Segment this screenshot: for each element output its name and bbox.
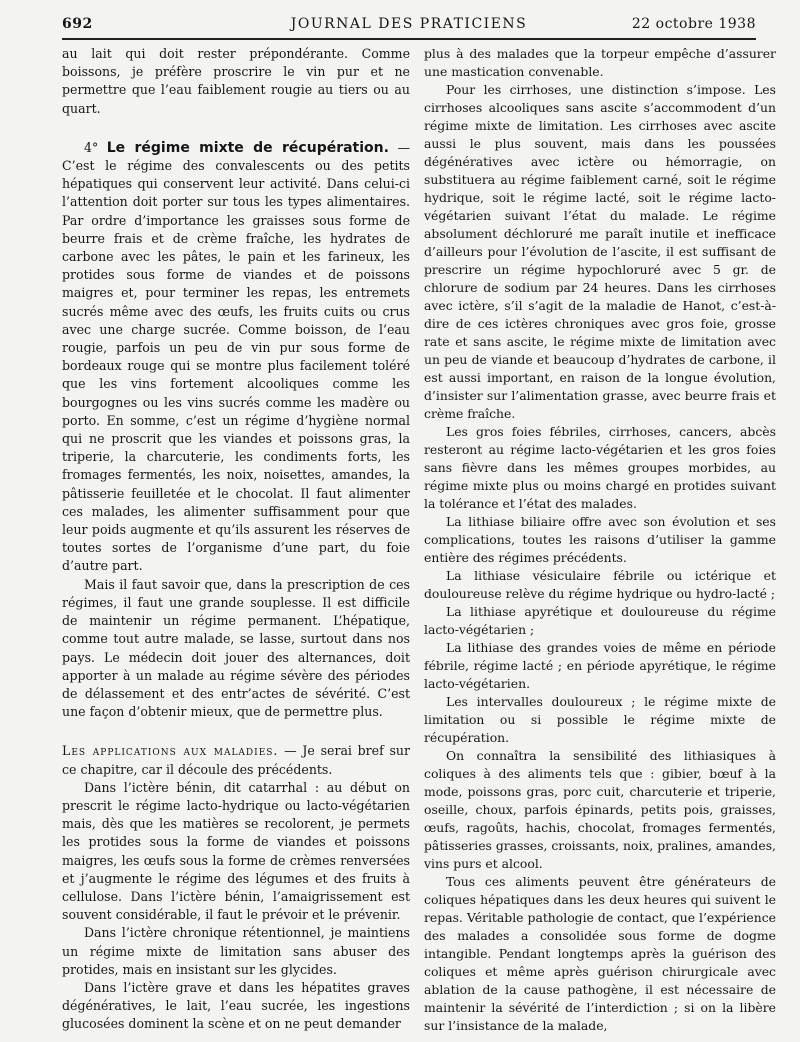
section-paragraph bbox=[62, 139, 410, 576]
section-paragraph bbox=[62, 742, 410, 778]
paragraph: Pour les cirrhoses, une distinction s’impose. Les cirrhoses alcooliques sans ascite s’accommodent d’un régime mixte de limitation. Les cirrhoses avec ascite aussi le plus souvent, mais dans les poussées dégénératives avec ictère ou hémorragie, on substituera au régime faiblement carné, soit le régime hydrique, soit le régime lacté, soit le régime lacto-végétarien suivant l’état du malade. Le régime absolument déchloruré me paraît inutile et inefficace d’ailleurs pour l’évolution de l’ascite, il est suffisant de prescrire un régime hypochloruré avec 5 gr. de chlorure de sodium par 24 heures. Dans les cirrhoses avec ictère, s’il s’agit de la maladie de Hanot, c’est-à-dire de ces ictères chroniques avec gros foie, grosse rate et sans ascite, le régime mixte de limitation avec un peu de viande et beaucoup d’hydrates de carbone, il est aussi important, en raison de la longue évolution, d’insister sur l’alimentation grasse, avec beurre frais et crème fraîche. bbox=[424, 82, 776, 421]
paragraph: La lithiase biliaire offre avec son évolution et ses complications, toutes les raisons d’utiliser la gamme entière des régimes précédents. bbox=[424, 514, 776, 565]
paragraph: Dans l’ictère grave et dans les hépatites graves dégénératives, le lait, l’eau sucrée, les ingestions glucosées dominent la scène et on ne peut demander bbox=[62, 979, 410, 1032]
section-number: 4° bbox=[84, 139, 107, 155]
paragraph: au lait qui doit rester prépondérante. Comme boissons, je préfère proscrire le vin pur et ne permettre que l’eau faiblement rougie au tiers ou au quart. bbox=[62, 46, 410, 116]
section-text: — C’est le régime des convalescents ou des petits hépatiques qui conservent leur activité. Dans celui-ci l’attention doit porter sur tous les types alimentaires. Par ordre d’importance les graisses sous forme de beurre frais et de crème fraîche, les hydrates de carbone avec les pâtes, le pain et les farineux, les protides sous forme de viandes et de poissons maigres et, pour terminer les repas, les entremets sucrés même avec des œufs, les fruits cuits ou crus avec une charge sucrée. Comme boisson, de l’eau rougie, parfois un peu de vin pur sous forme de bordeaux rouge qui se montre plus facilement toléré que les vins fortement alcooliques comme les bourgognes ou les vins sucrés comme les madère ou porto. En somme, c’est un régime d’hygiène normal qui ne proscrit que les viandes et poissons gras, la triperie, la charcuterie, les condiments forts, les fromages fermentés, les noix, noisettes, amandes, la pâtisserie feuilletée et le chocolat. Il faut alimenter ces malades, les alimenter suffisamment pour que leur poids augmente et qu’ils assurent les réserves de toutes sortes de l’organisme d’une part, du foie d’autre part. bbox=[62, 139, 410, 574]
paragraph: Mais il faut savoir que, dans la prescription de ces régimes, il faut une grande souplesse. Il est difficile de maintenir un régime permanent. L’hépatique, comme tout autre malade, se lasse, surtout dans nos pays. Le médecin doit jouer des alternances, doit apporter à un malade au régime sévère des périodes de délassement et des entr’actes de sévérité. C’est une façon d’obtenir mieux, que de permettre plus. bbox=[62, 576, 410, 720]
left-column bbox=[62, 45, 410, 1034]
running-header bbox=[62, 14, 756, 38]
section-heading: Le régime mixte de récupération. bbox=[106, 139, 389, 156]
paragraph: Tous ces aliments peuvent être générateurs de coliques hépatiques dans les deux heures qui suivent le repas. Véritable pathologie de contact, que l’expérience des malades a consolidée sous forme de dogme intangible. Pendant longtemps après la guérison des coliques et même après guérison chirurgicale avec ablation de la cause pathogène, il est nécessaire de maintenir la sévérité de l’interdiction ; si on la libère sur l’insistance de la malade, bbox=[424, 874, 776, 1033]
section-text: — Je serai bref sur ce chapitre, car il découle des précédents. bbox=[62, 743, 410, 777]
paragraph: La lithiase vésiculaire fébrile ou ictérique et douloureuse relève du régime hydrique ou hydro-lacté ; bbox=[424, 568, 776, 601]
issue-date: 22 octobre 1938 bbox=[631, 16, 756, 32]
right-column bbox=[424, 45, 776, 1035]
journal-title: JOURNAL DES PRATICIENS bbox=[290, 16, 528, 32]
paragraph: plus à des malades que la torpeur empêche d’assurer une mastication convenable. bbox=[424, 46, 776, 79]
paragraph: Les intervalles douloureux ; le régime mixte de limitation ou si possible le régime mixte de récupération. bbox=[424, 694, 776, 745]
paragraph: On connaîtra la sensibilité des lithiasiques à coliques à des aliments tels que : gibier, bœuf à la mode, poissons gras, porc cuit, charcuterie et triperie, oseille, choux, parfois épinards, petits pois, graisses, œufs, ragoûts, hachis, chocolat, fromages fermentés, pâtisseries grasses, croissants, noix, pralines, amandes, vins purs et alcool. bbox=[424, 748, 776, 871]
paragraph: Les gros foies fébriles, cirrhoses, cancers, abcès resteront au régime lacto-végétarien et les gros foies sans fièvre dans les mêmes groupes morbides, au régime mixte plus ou moins chargé en protides suivant la tolérance et l’état des malades. bbox=[424, 424, 776, 511]
page-number: 692 bbox=[62, 16, 93, 32]
paragraph: Dans l’ictère chronique rétentionnel, je maintiens un régime mixte de limitation sans abuser des protides, mais en insistant sur les glycides. bbox=[62, 925, 410, 977]
section-heading: Les applications aux maladies. bbox=[62, 743, 279, 759]
paragraph: Dans l’ictère bénin, dit catarrhal : au début on prescrit le régime lacto-hydrique ou lacto-végétarien mais, dès que les matières se recolorent, je permets les protides sous la forme de viandes et poissons maigres, les œufs sous la forme de crèmes renversées et j’augmente le régime des légumes et des fruits à cellulose. Dans l’ictère bénin, l’amaigrissement est souvent considérable, il faut le prévoir et le prévenir. bbox=[62, 779, 410, 923]
paragraph: La lithiase des grandes voies de même en période fébrile, régime lacté ; en période apyrétique, le régime lacto-végétarien. bbox=[424, 640, 776, 691]
header-rule bbox=[62, 38, 756, 40]
paragraph: La lithiase apyrétique et douloureuse du régime lacto-végétarien ; bbox=[424, 604, 776, 637]
